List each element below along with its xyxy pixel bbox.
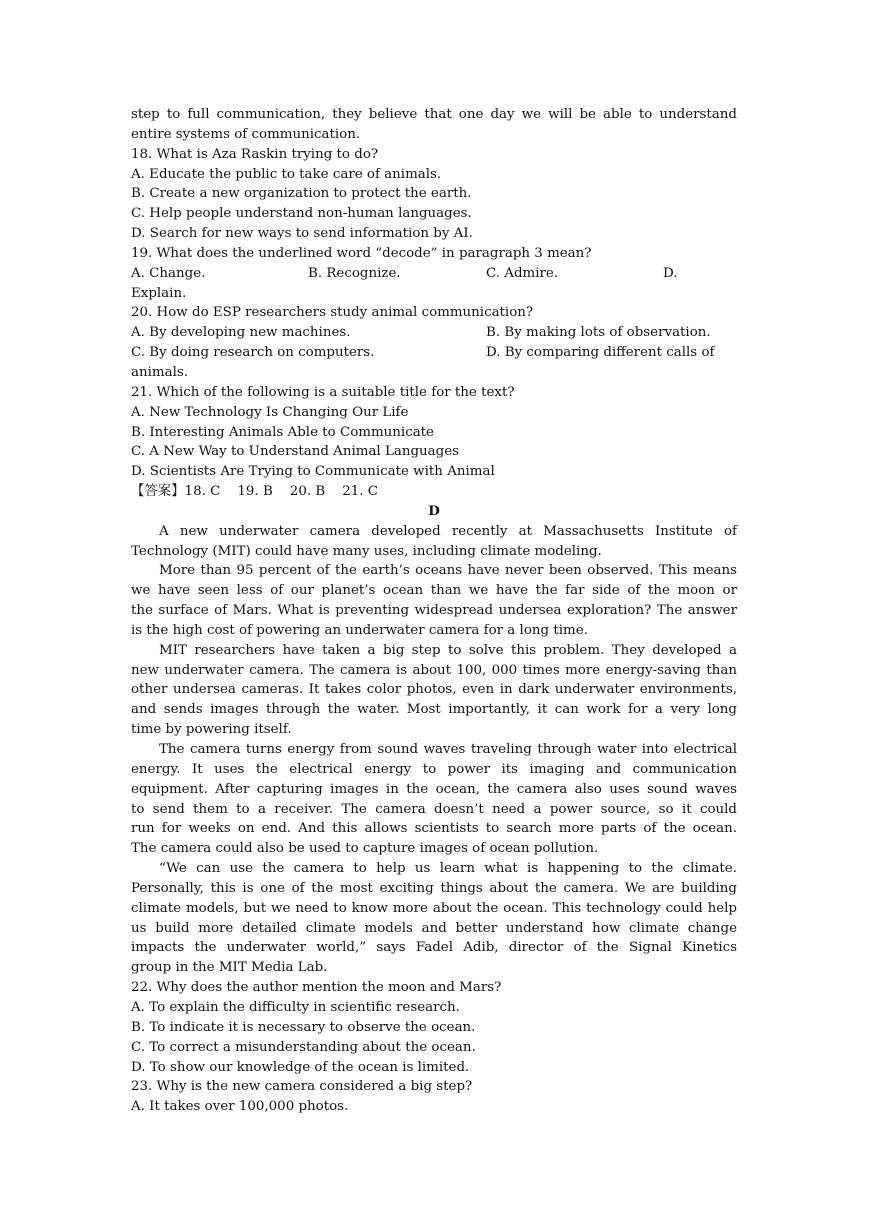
paragraph xyxy=(131,561,737,640)
question-stem: 20. How do ESP researchers study animal communication? xyxy=(131,305,534,321)
text-line: climate models, but we need to know more about the ocean. This technology could help xyxy=(131,900,737,916)
option-a: A. Change. xyxy=(131,265,206,281)
option-c: C. Admire. xyxy=(486,265,559,281)
option-b: B. Create a new organization to protect the earth. xyxy=(131,186,472,202)
text-line: The camera could also be used to capture images of ocean pollution. xyxy=(131,841,599,857)
text-line: other undersea cameras. It takes color photos, even in dark underwater environments, xyxy=(131,682,737,698)
text-line: Technology (MIT) could have many uses, including climate modeling. xyxy=(131,543,602,559)
option-d: D. Search for new ways to send information by AI. xyxy=(131,226,473,242)
text-line: step to full communication, they believe that one day we will be able to understand xyxy=(131,107,737,122)
option-d: D. To show our knowledge of the ocean is limited. xyxy=(131,1059,470,1075)
question-stem: 23. Why is the new camera considered a big step? xyxy=(131,1079,473,1095)
text-line: we have seen less of our planet’s ocean than we have the far side of the moon or xyxy=(131,583,737,599)
text-line: entire systems of communication. xyxy=(131,126,361,142)
option-a: A. It takes over 100,000 photos. xyxy=(131,1099,349,1115)
option-b: B. Interesting Animals Able to Communicate xyxy=(131,424,434,440)
option-b: B. By making lots of observation. xyxy=(486,325,711,341)
passage-d xyxy=(131,522,737,978)
document-page xyxy=(131,105,737,1117)
text-line: us build more detailed climate models and better understand how climate change xyxy=(131,920,737,936)
text-line: A new underwater camera developed recently at Massachusetts Institute of xyxy=(159,523,737,539)
option-b: B. Recognize. xyxy=(308,265,401,281)
option-b: B. To indicate it is necessary to observe the ocean. xyxy=(131,1019,476,1035)
text-line: Personally, this is one of the most exciting things about the camera. We are building xyxy=(131,880,737,896)
paragraph xyxy=(131,859,737,978)
option-c: C. A New Way to Understand Animal Languages xyxy=(131,444,460,460)
text-line: More than 95 percent of the earth’s oceans have never been observed. This means xyxy=(159,563,737,579)
option-d: D. Scientists Are Trying to Communicate with Animal xyxy=(131,464,495,480)
text-line: new underwater camera. The camera is about 100, 000 times more energy-saving than xyxy=(131,662,737,678)
text-line: and sends images through the water. Most importantly, it can work for a very long xyxy=(131,702,737,718)
text-line: equipment. After capturing images in the ocean, the camera also uses sound waves xyxy=(131,781,737,797)
option-a: A. To explain the difficulty in scientific research. xyxy=(131,999,460,1015)
question-19 xyxy=(131,244,737,304)
text-line: group in the MIT Media Lab. xyxy=(131,960,328,976)
text-line: run for weeks on end. And this allows scientists to search more parts of the ocean. xyxy=(131,821,737,837)
options-row xyxy=(131,264,737,284)
option-c: C. By doing research on computers. xyxy=(131,345,375,361)
text-line: to send them to a receiver. The camera doesn’t need a power source, so it could xyxy=(131,801,737,817)
answer-key: 【答案】18. C 19. B 20. B 21. C xyxy=(131,484,379,500)
text-line: The camera turns energy from sound waves traveling through water into electrical xyxy=(159,742,737,757)
paragraph xyxy=(131,641,737,740)
text-line: MIT researchers have taken a big step to solve this problem. They developed a xyxy=(159,642,737,658)
section-heading: D xyxy=(428,502,440,519)
option-a: A. New Technology Is Changing Our Life xyxy=(131,404,409,420)
option-d-wrap: animals. xyxy=(131,364,188,380)
text-line: energy. It uses the electrical energy to power its imaging and communication xyxy=(131,761,737,777)
option-a: A. By developing new machines. xyxy=(131,325,351,341)
option-c: C. Help people understand non-human languages. xyxy=(131,206,472,222)
question-20 xyxy=(131,303,737,382)
text-line: time by powering itself. xyxy=(131,722,292,738)
option-a: A. Educate the public to take care of animals. xyxy=(131,166,442,182)
paragraph xyxy=(131,522,737,562)
question-stem: 22. Why does the author mention the moon and Mars? xyxy=(131,980,502,996)
text-line: the surface of Mars. What is preventing widespread undersea exploration? The answer xyxy=(131,603,737,619)
question-stem: 19. What does the underlined word “decode” in paragraph 3 mean? xyxy=(131,245,592,261)
question-22 xyxy=(131,978,737,1077)
text-line: is the high cost of powering an underwater camera for a long time. xyxy=(131,622,588,638)
passage-c-tail xyxy=(131,105,737,145)
question-stem: 18. What is Aza Raskin trying to do? xyxy=(131,146,379,162)
question-stem: 21. Which of the following is a suitable title for the text? xyxy=(131,384,515,400)
text-line: impacts the underwater world,” says Fadel Adib, director of the Signal Kinetics xyxy=(131,940,737,956)
option-d: D. By comparing different calls of xyxy=(486,345,715,361)
options-row xyxy=(131,323,737,343)
option-c: C. To correct a misunderstanding about the ocean. xyxy=(131,1039,476,1055)
text-line: “We can use the camera to help us learn what is happening to the climate. xyxy=(159,861,737,877)
options-row xyxy=(131,343,737,363)
option-d-wrap: Explain. xyxy=(131,285,187,301)
question-18 xyxy=(131,145,737,244)
option-d: D. xyxy=(663,265,678,281)
question-21 xyxy=(131,383,737,482)
question-23 xyxy=(131,1077,737,1117)
paragraph xyxy=(131,740,737,859)
